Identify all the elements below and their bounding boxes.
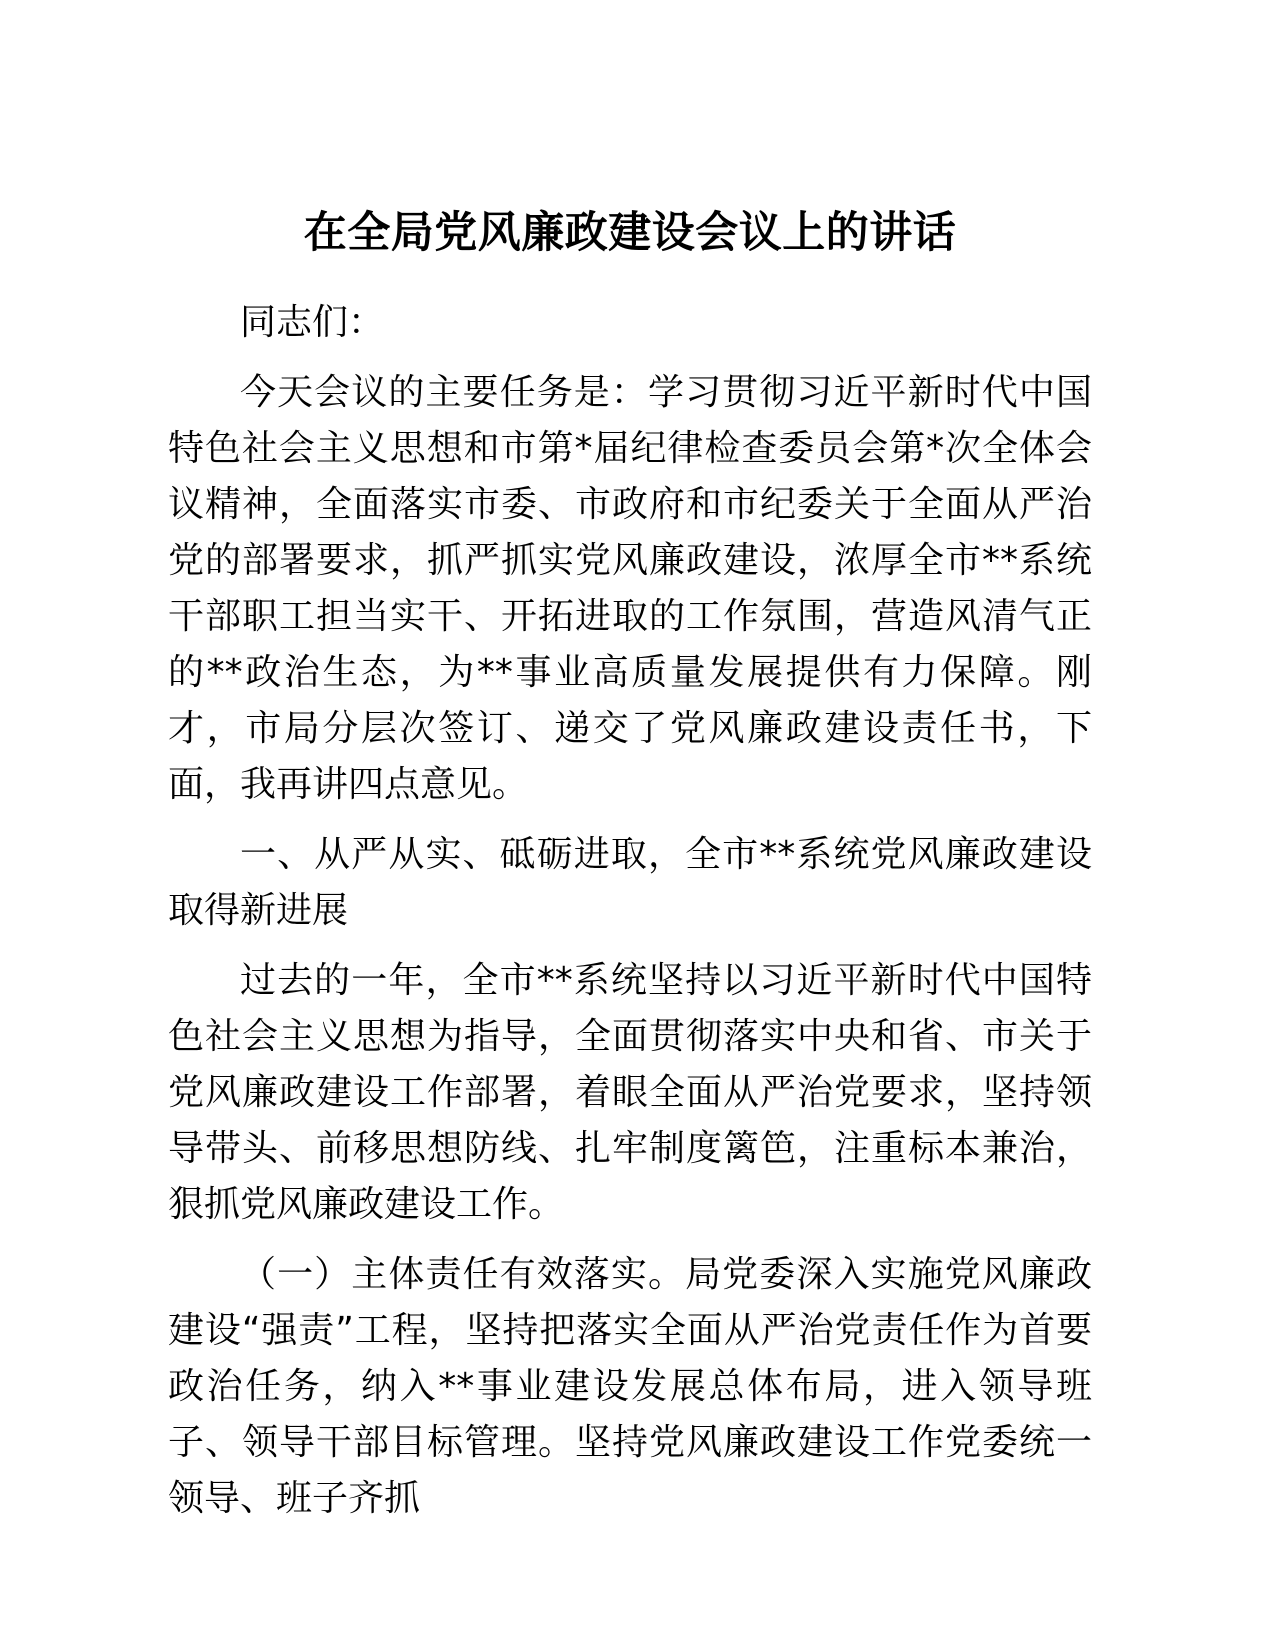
spacer [168,351,1092,365]
spacer [168,939,1092,953]
document-body [168,0,1092,1527]
page-title: 在全局党风廉政建设会议上的讲话 [303,208,957,258]
section-heading-one: 一、从严从实、砥砺进取，全市**系统党风廉政建设取得新进展 [168,834,1092,931]
spacer [168,813,1092,827]
spacer [168,1233,1092,1247]
paragraph-past-year-review: 过去的一年，全市**系统坚持以习近平新时代中国特色社会主义思想为指导，全面贯彻落实中央和省、市关于党风廉政建设工作部署，着眼全面从严治党要求，坚持领导带头、前移思想防线、扎牢制度篱笆，注重标本兼治，狠抓党风廉政建设工作。 [168,960,1092,1225]
spacer-after-title [168,261,1092,295]
paragraph-subsection-one: （一）主体责任有效落实。局党委深入实施党风廉政建设“强责”工程，坚持把落实全面从严治党责任作为首要政治任务，纳入**事业建设发展总体布局，进入领导班子、领导干部目标管理。坚持党风廉政建设工作党委统一领导、班子齐抓 [168,1254,1092,1519]
paragraph-opening-remarks: 今天会议的主要任务是：学习贯彻习近平新时代中国特色社会主义思想和市第*届纪律检查委员会第*次全体会议精神，全面落实市委、市政府和市纪委关于全面从严治党的部署要求，抓严抓实党风廉政建设，浓厚全市**系统干部职工担当实干、开拓进取的工作氛围，营造风清气正的**政治生态，为**事业高质量发展提供有力保障。刚才，市局分层次签订、递交了党风廉政建设责任书，下面，我再讲四点意见。 [168,372,1092,805]
salutation: 同志们： [240,302,385,343]
